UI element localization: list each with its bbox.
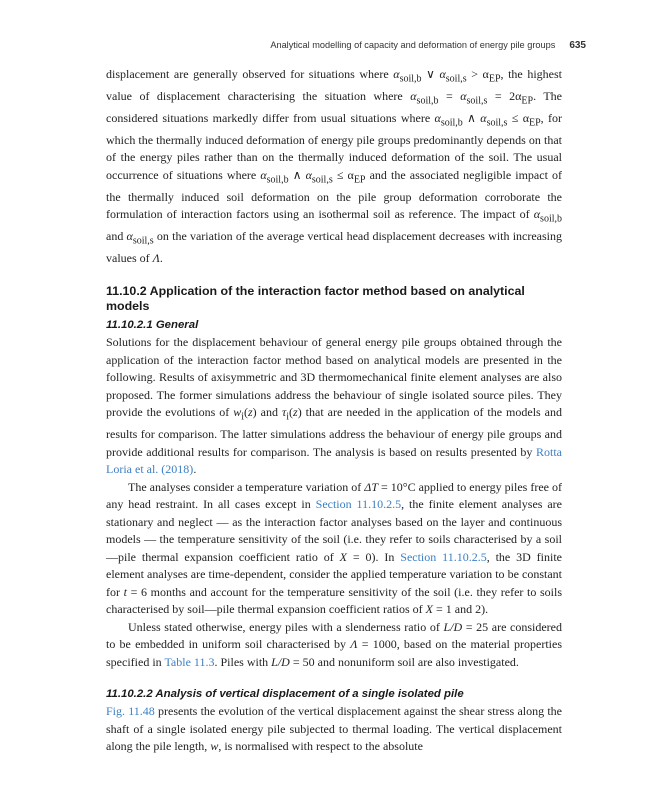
paragraph-analyses: The analyses consider a temperature variation of ΔT = 10°C applied to energy piles free of any head restraint. In all cases except in Section 11.10.2.5, the finite element analyses are stationary and neglect — as the interaction factor analyses based on the layer and continuous models — the temperature sensitivity of the soil (i.e. they refer to soils characterised by a soil—pile thermal expansion coefficient ratio of X = 0). In Section 11.10.2.5, the 3D finite element analyses are time-dependent, consider the applied temperature variation to be constant for t = 6 months and account for the temperature sensitivity of the soil (i.e. they refer to soils characterised by soil—pile thermal expansion coefficient ratios of X = 1 and 2). [106,479,563,617]
paragraph-slenderness: Unless stated otherwise, energy piles with a slenderness ratio of L/D = 25 are considered to be embedded in uniform soil characterised by Λ = 1000, based on the material properties specified in Table 11.3. Piles with L/D = 50 and nonuniform soil are also investigated. [106,619,563,669]
page-number: 635 [569,40,586,51]
citation-link[interactable]: Rotta Loria et al. (2018) [106,444,562,477]
page-body [106,66,562,756]
paragraph-general: Solutions for the displacement behaviour of general energy pile groups obtained through the application of the interaction factor method based on analytical models are presented in the following. Results of axisymmetric and 3D thermomechanical finite element analyses are also proposed. The former simulations address the behaviour of single isolated source piles. They provide the evolutions of $w_i(z)$ and $\tau_i(z)$ that are needed in the application of the models and results for comparison. The latter simulations address the behaviour of energy pile groups and provide additional results for comparison. The analysis is based on results presented by Rotta Loria et al. (2018). [106,335,563,477]
subsection-heading-general: 11.10.2.1 General [106,319,199,332]
table-link[interactable]: Table 11.3 [164,654,215,669]
paragraph-vertical-displacement: Fig. 11.48 presents the evolution of the vertical displacement against the shear stress along the shaft of a single isolated energy pile subjected to thermal loading. The vertical displacement along the pile length, w, is normalised with respect to the absolute [106,704,562,754]
section-link[interactable]: Section 11.10.2.5 [400,549,487,564]
running-header [106,40,586,51]
section-link[interactable]: Section 11.10.2.5 [315,497,402,512]
subsection-heading-vertical-displacement: 11.10.2.2 Analysis of vertical displacement of a single isolated pile [106,688,464,701]
paragraph-intro: displacement are generally observed for situations where $\alpha_{soil,b}$ ∨ $\alpha_{soil,s} > \alpha_{EP}$, the highest value of displacement characterising the situation where $\alpha_{soil,b} = \alpha_{soil,s} = 2\alpha_{EP}$. The considered situations markedly differ from usual situations where $\alpha_{soil,b}$ ∧ $\alpha_{soil,s} \le \alpha_{EP}$, for which the thermally induced deformation of energy pile groups predominantly depends on that of the energy piles rather than on the thermally induced deformation of the soil. The usual occurrence of situations where $\alpha_{soil,b}$ ∧ $\alpha_{soil,s} \le \alpha_{EP}$ and the associated negligible impact of the thermally induced soil deformation on the pile group deformation corroborate the formulation of interaction factors using an isothermal soil as reference. The impact of $\alpha_{soil,b}$ and $\alpha_{soil,s}$ on the variation of the average vertical head displacement decreases with increasing values of Λ. [106,67,563,265]
figure-link[interactable]: Fig. 11.48 [106,704,155,719]
section-heading: 11.10.2 Application of the interaction factor method based on analytical models [106,284,525,314]
running-title: Analytical modelling of capacity and deformation of energy pile groups [270,40,556,50]
